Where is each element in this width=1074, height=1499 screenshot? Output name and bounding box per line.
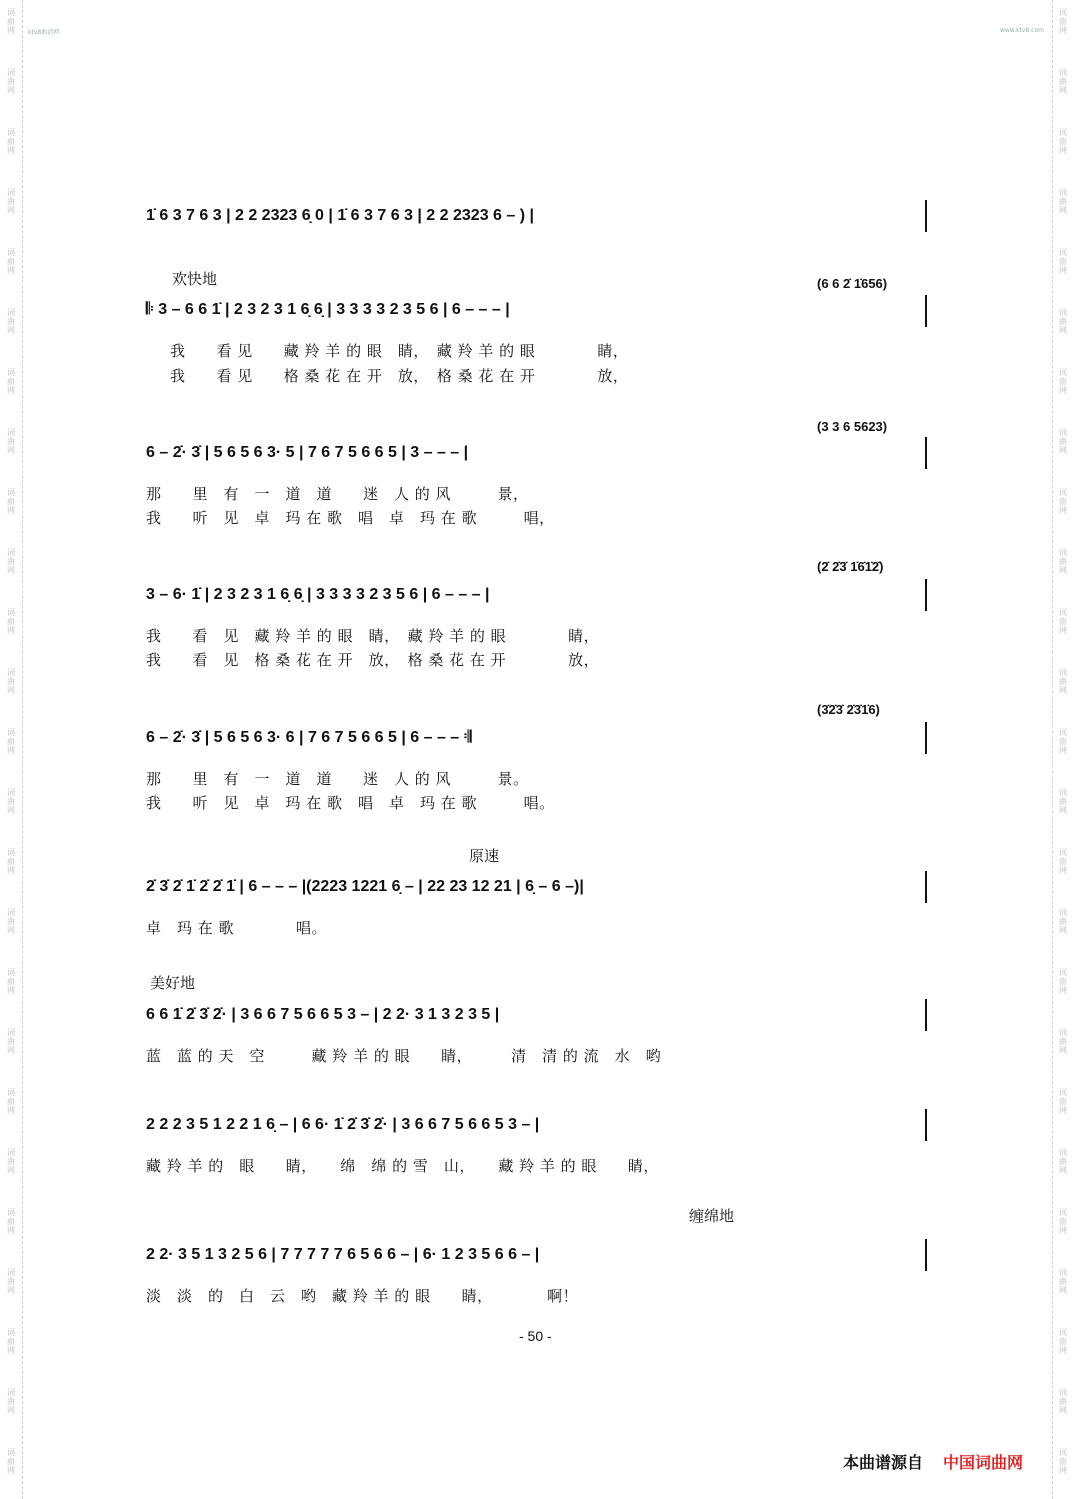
side-watermark: 词 曲 网: [7, 608, 15, 635]
end-barline: [925, 871, 927, 903]
staff-3: 3 – 6· 1̇ | 2 3 2 3 1 6̣ 6̣ | 3 3 3 3 2 3 5 6 | 6 – – – |: [146, 586, 490, 603]
header-right-site: www.ktv8.com: [1000, 27, 1044, 34]
end-barline: [925, 295, 927, 327]
side-watermark: 词 曲 网: [1059, 548, 1067, 575]
side-watermark: 词 曲 网: [1059, 1328, 1067, 1355]
tempo-linger: 缠绵地: [689, 1207, 735, 1225]
source-site: 中国词曲网: [943, 1453, 1024, 1472]
staff-4-lyric-2: 我 听 见 卓 玛 在 歌 唱 卓 玛 在 歌 唱。: [146, 794, 555, 812]
staff-1-paren: (6 6 2̇ 1̇656): [817, 276, 888, 291]
side-watermark: 词 曲 网: [7, 428, 15, 455]
side-watermark: 词 曲 网: [7, 788, 15, 815]
side-watermark: 词 曲 网: [7, 248, 15, 275]
side-watermark: 词 曲 网: [1059, 1268, 1067, 1295]
staff-7: 2 2 2 3 5 1 2 2 1 6̣ – | 6 6· 1̇ 2̇ 3̇ 2̇· | 3 6 6 7 5 6 6 5 3 – |: [146, 1116, 540, 1133]
staff-7-lyric-1: 藏 羚 羊 的 眼 睛， 绵 绵 的 雪 山， 藏 羚 羊 的 眼 睛，: [146, 1157, 659, 1175]
side-watermark: 词 曲 网: [7, 308, 15, 335]
staff-3-lyric-1: 我 看 见 藏 羚 羊 的 眼 睛， 藏 羚 羊 的 眼 睛，: [146, 627, 600, 645]
side-watermark: 词 曲 网: [7, 128, 15, 155]
staff-6: 6 6 1̇ 2̇ 3̇ 2̇· | 3 6 6 7 5 6 6 5 3 – | 2 2· 3 1 3 2 3 5 |: [146, 1006, 500, 1023]
end-barline: [925, 437, 927, 469]
staff-1-lyric-1: 我 看 见 藏 羚 羊 的 眼 睛， 藏 羚 羊 的 眼 睛，: [170, 342, 629, 360]
side-watermark: 词 曲 网: [7, 1028, 15, 1055]
side-watermark: 词 曲 网: [7, 908, 15, 935]
right-watermark-column: [1056, 0, 1072, 1499]
side-watermark: 词 曲 网: [7, 1148, 15, 1175]
side-watermark: 词 曲 网: [1059, 1088, 1067, 1115]
end-barline: [925, 200, 927, 232]
staff-4-paren: (3̇2̇3̇ 2̇3̇1̇6): [817, 702, 880, 717]
side-watermark: 词 曲 网: [1059, 128, 1067, 155]
tempo-fast: 欢快地: [172, 270, 218, 288]
side-watermark: 词 曲 网: [1059, 8, 1067, 35]
staff-intro: 1̇ 6 3 7 6 3 | 2 2 2323 6̣ 0 | 1̇ 6 3 7 6 3 | 2 2 2323 6 – ) |: [146, 207, 534, 224]
side-watermark: 词 曲 网: [7, 1208, 15, 1235]
staff-3-paren: (2̇ 2̇3̇ 1̇6̇1̇2̇): [817, 559, 884, 574]
side-watermark: 词 曲 网: [7, 1328, 15, 1355]
side-watermark: 词 曲 网: [7, 968, 15, 995]
staff-2-lyric-2: 我 听 见 卓 玛 在 歌 唱 卓 玛 在 歌 唱，: [146, 509, 555, 527]
side-watermark: 词 曲 网: [7, 548, 15, 575]
side-watermark: 词 曲 网: [1059, 1028, 1067, 1055]
tempo-orig: 原速: [469, 847, 500, 865]
staff-4-lyric-1: 那 里 有 一 道 道 迷 人 的 风 景。: [146, 770, 529, 788]
side-watermark: 词 曲 网: [1059, 248, 1067, 275]
staff-2-lyric-1: 那 里 有 一 道 道 迷 人 的 风 景，: [146, 485, 529, 503]
side-watermark: 词 曲 网: [1059, 668, 1067, 695]
source-label: 本曲谱源自: [843, 1453, 924, 1472]
end-barline: [925, 999, 927, 1031]
staff-2: 6 – 2̇· 3̇ | 5 6 5 6 3· 5 | 7 6 7 5 6 6 5 | 3 – – – |: [146, 444, 469, 461]
side-watermark: 词 曲 网: [1059, 1448, 1067, 1475]
staff-3-lyric-2: 我 看 见 格 桑 花 在 开 放， 格 桑 花 在 开 放，: [146, 651, 600, 669]
side-watermark: 词 曲 网: [7, 68, 15, 95]
tempo-beauty: 美好地: [150, 974, 196, 992]
side-watermark: 词 曲 网: [1059, 788, 1067, 815]
side-watermark: 词 曲 网: [7, 188, 15, 215]
side-watermark: 词 曲 网: [1059, 368, 1067, 395]
side-watermark: 词 曲 网: [7, 488, 15, 515]
page-number: - 50 -: [519, 1328, 552, 1344]
side-watermark: 词 曲 网: [1059, 608, 1067, 635]
side-watermark: 词 曲 网: [7, 1448, 15, 1475]
side-watermark: 词 曲 网: [7, 8, 15, 35]
staff-8-lyric-1: 淡 淡 的 白 云 哟 藏 羚 羊 的 眼 睛， 啊！: [146, 1287, 579, 1305]
right-dashed-line: [1052, 0, 1053, 1499]
side-watermark: 词 曲 网: [1059, 1208, 1067, 1235]
side-watermark: 词 曲 网: [1059, 908, 1067, 935]
staff-5: 2̇ 3̇ 2̇ 1̇ 2̇ 2̇ 1̇ | 6 – – – |(2223 1221 6̣ – | 22 23 12 21 | 6̣ – 6 –)|: [146, 878, 584, 895]
side-watermark: 词 曲 网: [1059, 428, 1067, 455]
staff-2-paren: (3 3 6 5623): [817, 419, 888, 434]
staff-1-lyric-2: 我 看 见 格 桑 花 在 开 放， 格 桑 花 在 开 放，: [170, 367, 629, 385]
side-watermark: 词 曲 网: [7, 728, 15, 755]
side-watermark: 词 曲 网: [7, 1388, 15, 1415]
side-watermark: 词 曲 网: [1059, 308, 1067, 335]
side-watermark: 词 曲 网: [7, 848, 15, 875]
side-watermark: 词 曲 网: [7, 1088, 15, 1115]
side-watermark: 词 曲 网: [1059, 488, 1067, 515]
side-watermark: 词 曲 网: [1059, 1148, 1067, 1175]
end-barline: [925, 1109, 927, 1141]
staff-1: 𝄆 3 – 6 6 1̇ | 2 3 2 3 1 6̣ 6̣ | 3 3 3 3 2 3 5 6 | 6 – – – |: [146, 301, 510, 318]
header-left-site: ktv8曲谱网: [28, 29, 60, 36]
source-credit: [843, 1450, 1023, 1473]
side-watermark: 词 曲 网: [7, 368, 15, 395]
side-watermark: 词 曲 网: [7, 1268, 15, 1295]
side-watermark: 词 曲 网: [1059, 848, 1067, 875]
end-barline: [925, 722, 927, 754]
end-barline: [925, 579, 927, 611]
staff-5-lyric-1: 卓 玛 在 歌 唱。: [146, 919, 328, 937]
side-watermark: 词 曲 网: [1059, 1388, 1067, 1415]
left-watermark-column: [4, 0, 20, 1499]
side-watermark: 词 曲 网: [7, 668, 15, 695]
end-barline: [925, 1239, 927, 1271]
side-watermark: 词 曲 网: [1059, 188, 1067, 215]
side-watermark: 词 曲 网: [1059, 968, 1067, 995]
staff-4: 6 – 2̇· 3̇ | 5 6 5 6 3· 6 | 7 6 7 5 6 6 5 | 6 – – – 𝄇: [146, 729, 472, 746]
side-watermark: 词 曲 网: [1059, 728, 1067, 755]
left-dashed-line: [22, 0, 23, 1499]
staff-6-lyric-1: 蓝 蓝 的 天 空 藏 羚 羊 的 眼 睛， 清 清 的 流 水 哟: [146, 1047, 662, 1065]
side-watermark: 词 曲 网: [1059, 68, 1067, 95]
staff-8: 2 2· 3 5 1 3 2 5 6 | 7 7 7 7 7 6 5 6 6 – | 6· 1 2 3 5 6 6 – |: [146, 1246, 540, 1263]
